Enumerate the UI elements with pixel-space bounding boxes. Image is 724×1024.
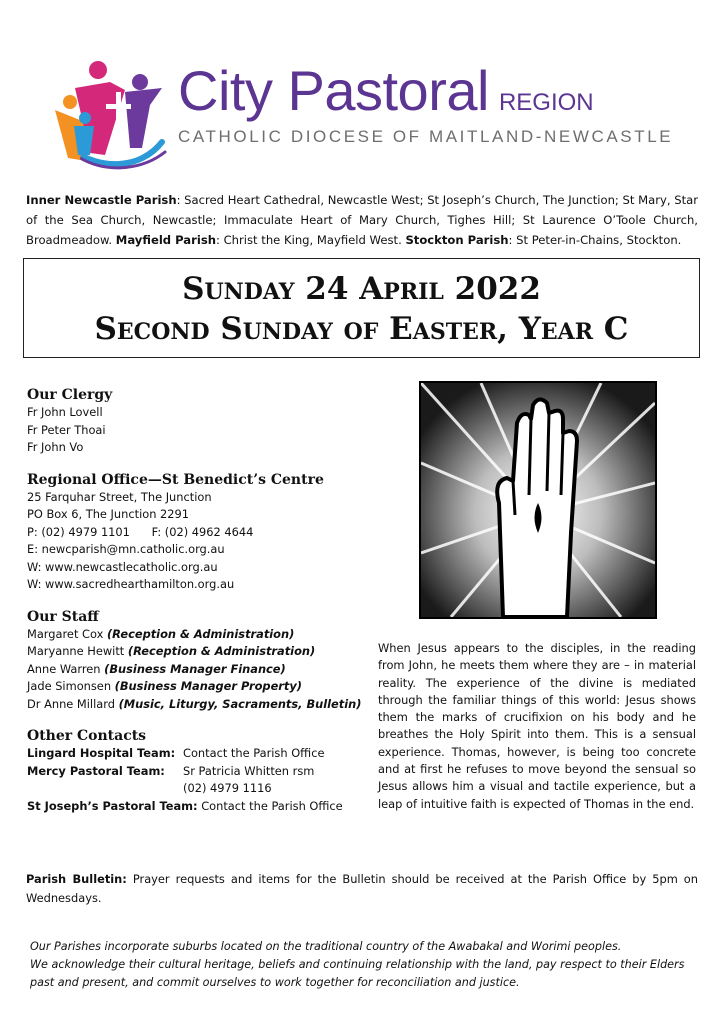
acknowledgement-line: We acknowledge their cultural heritage, beliefs and continuing relationship with the land, pay respect to their Elders past and present, and commit ourselves to work together for reconciliation and justice. [30,958,685,989]
parish-label: Stockton Parish [405,233,509,247]
clergy-heading: Our Clergy [27,387,113,403]
country-acknowledgement [30,938,700,992]
staff-member: Dr Anne Millard (Music, Liturgy, Sacraments, Bulletin) [27,696,362,711]
gospel-reflection: When Jesus appears to the disciples, in the reading from John, he meets them where they are – in material reality. The experience of the divine is mediated through the familiar things of this world: Jesus shows them the marks of crucifixion on his body and he breathes the Holy Spirit into them. This is a sensual experience. Thomas, however, is being too concrete and at first he refuses to move beyond the sensual so Jesus allows him a visual and tactile experience, but a leap of intuitive faith is expected of Thomas in the end. [378,641,696,811]
staff-member: Margaret Cox (Reception & Administration) [27,626,295,641]
contact-lingard: Lingard Hospital Team: Contact the Parish Office [27,746,325,760]
brand-header [178,58,673,147]
contact-mercy-phone: (02) 4979 1116 [183,781,272,795]
title-box [23,258,700,358]
clergy-name: Fr John Vo [27,440,84,454]
bulletin-text: Prayer requests and items for the Bulletin should be received at the Parish Office by 5pm on Wednesdays. [26,872,698,905]
people-and-cross-logo-icon [50,30,170,180]
staff-member: Jade Simonsen (Business Manager Property) [27,679,303,693]
contact-mercy: Mercy Pastoral Team: Sr Patricia Whitten rsm [27,763,315,778]
parish-text: : Christ the King, Mayfield West. [215,233,406,247]
office-heading: Regional Office—St Benedict’s Centre [27,471,324,488]
bulletin-label: Parish Bulletin: [26,872,127,886]
parish-text: : Sacred Heart Cathedral, Newcastle West; St Joseph’s Church, The Junction; St Mary, Star of the Sea Church, Newcastle; Immaculate Heart of Mary Church, Tighes Hill; St Laurence O’Toole Church, Broadmeadow. [26,193,699,247]
acknowledgement-line: Our Parishes incorporate suburbs located on the traditional country of the Awabakal and Worimi peoples. [30,940,622,953]
office-po-box: PO Box 6, The Junction 2291 [27,507,190,521]
raised-hand-icon [419,381,657,619]
office-web-link[interactable]: W: www.sacredhearthamilton.org.au [27,577,235,591]
bulletin-note [26,870,698,908]
office-web-link[interactable]: W: www.newcastlecatholic.org.au [27,559,218,574]
clergy-name: Fr Peter Thoai [27,422,106,437]
parish-list [26,190,698,250]
parish-label: Inner Newcastle Parish [26,193,177,207]
office-email[interactable]: E: newcparish@mn.catholic.org.au [27,542,225,556]
parish-text: : St Peter-in-Chains, Stockton. [508,233,682,247]
office-phone-fax: P: (02) 4979 1101 F: (02) 4962 4644 [27,524,254,539]
brand-name: City Pastoral [178,59,489,122]
contact-stjoseph: St Joseph’s Pastoral Team: Contact the Parish Office [27,798,343,813]
staff-member: Anne Warren (Business Manager Finance) [27,661,286,676]
clergy-name: Fr John Lovell [27,405,103,419]
office-address: 25 Farquhar Street, The Junction [27,489,212,504]
staff-member: Maryanne Hewitt (Reception & Administration) [27,644,316,658]
brand-region: REGION [498,89,594,116]
date-title: Sunday 24 April 2022 [182,271,541,307]
brand-subtitle: CATHOLIC DIOCESE OF MAITLAND-NEWCASTLE [178,127,674,146]
contacts-heading: Other Contacts [27,728,147,744]
contact-column [27,386,362,815]
staff-heading: Our Staff [27,608,99,625]
parish-label: Mayfield Parish [115,233,216,247]
occasion-title: Second Sunday of Easter, Year C [94,311,629,347]
